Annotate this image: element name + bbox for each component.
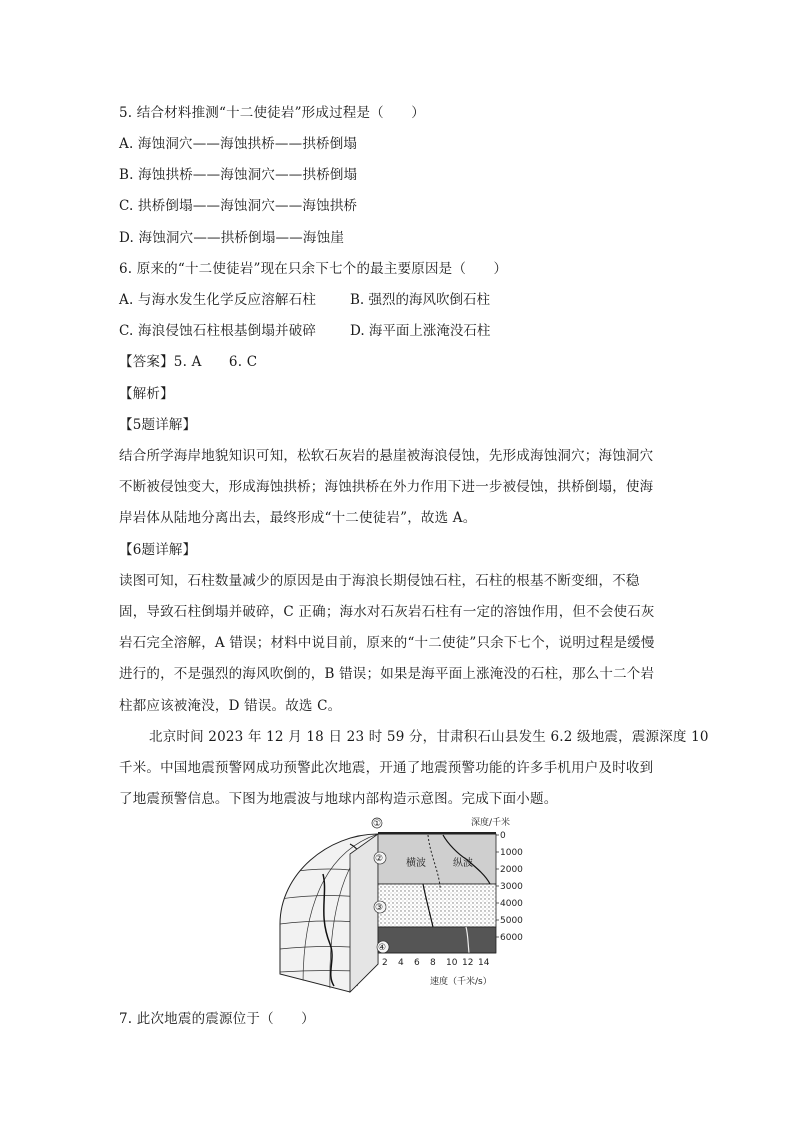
depth-tick-label: 1000 bbox=[500, 848, 523, 858]
speed-tick-label: 4 bbox=[398, 958, 404, 968]
material-line: 了地震预警信息。下图为地震波与地球内部构造示意图。完成下面小题。 bbox=[119, 791, 558, 807]
q5-stem: 5. 结合材料推测“十二使徒岩”形成过程是（ ） bbox=[119, 105, 425, 121]
inner-core-layer bbox=[378, 927, 496, 953]
depth-tick-label: 3000 bbox=[500, 882, 523, 892]
speed-tick-label: 12 bbox=[462, 958, 474, 968]
longitudinal-wave-label: 纵波 bbox=[453, 858, 473, 869]
detail5-title: 【5题详解】 bbox=[119, 417, 197, 433]
speed-axis-title: 速度（千米/s） bbox=[430, 977, 492, 987]
cross-section bbox=[350, 818, 496, 992]
q6-option-b: B. 强烈的海风吹倒石柱 bbox=[350, 292, 491, 308]
layer-marker-3: ③ bbox=[375, 903, 384, 913]
answer-line: 【答案】5. A 6. C bbox=[119, 354, 258, 370]
detail5-line: 结合所学海岸地貌知识可知，松软石灰岩的悬崖被海浪侵蚀，先形成海蚀洞穴；海蚀洞穴 bbox=[119, 448, 654, 464]
outer-core-layer bbox=[378, 884, 496, 927]
mantle-layer bbox=[378, 834, 496, 884]
q6-option-a: A. 与海水发生化学反应溶解石柱 bbox=[119, 292, 317, 308]
detail6-line: 柱都应该被淹没，D 错误。故选 C。 bbox=[119, 698, 342, 714]
depth-axis-title: 深度/千米 bbox=[471, 818, 511, 828]
speed-tick-label: 2 bbox=[382, 958, 388, 968]
speed-tick-label: 10 bbox=[446, 958, 458, 968]
q5-option-c: C. 拱桥倒塌——海蚀洞穴——海蚀拱桥 bbox=[119, 198, 358, 214]
detail6-title: 【6题详解】 bbox=[119, 542, 197, 558]
q6-stem: 6. 原来的“十二使徒岩”现在只余下七个的最主要原因是（ ） bbox=[119, 261, 508, 277]
detail5-line: 岸岩体从陆地分离出去，最终形成“十二使徒岩”，故选 A。 bbox=[119, 510, 477, 526]
transverse-wave-label: 横波 bbox=[406, 858, 426, 869]
detail5-line: 不断被侵蚀变大，形成海蚀拱桥；海蚀拱桥在外力作用下进一步被侵蚀，拱桥倒塌，使海 bbox=[119, 479, 654, 495]
detail6-line: 固，导致石柱倒塌并破碎，C 正确；海水对石灰岩石柱有一定的溶蚀作用，但不会使石灰 bbox=[119, 604, 655, 620]
layer-marker-4: ④ bbox=[378, 943, 387, 953]
earth-interior-figure bbox=[268, 814, 523, 994]
q6-option-d: D. 海平面上涨淹没石柱 bbox=[350, 323, 491, 339]
depth-tick-label: 6000 bbox=[500, 933, 523, 943]
q5-option-b: B. 海蚀拱桥——海蚀洞穴——拱桥倒塌 bbox=[119, 167, 358, 183]
material-line: 千米。中国地震预警网成功预警此次地震，开通了地震预警功能的许多手机用户及时收到 bbox=[119, 760, 654, 776]
depth-tick-label: 0 bbox=[500, 831, 506, 841]
speed-tick-label: 6 bbox=[414, 958, 420, 968]
q7-stem: 7. 此次地震的震源位于（ ） bbox=[119, 1011, 315, 1027]
depth-tick-label: 4000 bbox=[500, 899, 523, 909]
speed-tick-label: 14 bbox=[478, 958, 490, 968]
analysis-title: 【解析】 bbox=[119, 386, 174, 402]
detail6-line: 读图可知，石柱数量减少的原因是由于海浪长期侵蚀石柱，石柱的根基不断变细，不稳 bbox=[119, 573, 640, 589]
q5-option-d: D. 海蚀洞穴——拱桥倒塌——海蚀崖 bbox=[119, 230, 345, 246]
q5-option-a: A. 海蚀洞穴——海蚀拱桥——拱桥倒塌 bbox=[119, 136, 358, 152]
material-line: 北京时间 2023 年 12 月 18 日 23 时 59 分，甘肃积石山县发生 6.2 级地震，震源深度 10 bbox=[149, 729, 709, 745]
q6-option-c: C. 海浪侵蚀石柱根基倒塌并破碎 bbox=[119, 323, 317, 339]
speed-axis bbox=[382, 958, 490, 968]
earth-interior-diagram bbox=[268, 814, 523, 994]
depth-tick-label: 2000 bbox=[500, 865, 523, 875]
detail6-line: 进行的，不是强烈的海风吹倒的，B 错误；如果是海平面上涨淹没的石柱，那么十二个岩 bbox=[119, 666, 655, 682]
layer-marker-1: ① bbox=[373, 819, 382, 829]
detail6-line: 岩石完全溶解，A 错误；材料中说目前，原来的“十二使徒”只余下七个，说明过程是缓慢 bbox=[119, 635, 655, 651]
depth-axis bbox=[496, 831, 523, 943]
layer-marker-2: ② bbox=[375, 854, 384, 864]
depth-tick-label: 5000 bbox=[500, 916, 523, 926]
speed-tick-label: 8 bbox=[430, 958, 436, 968]
